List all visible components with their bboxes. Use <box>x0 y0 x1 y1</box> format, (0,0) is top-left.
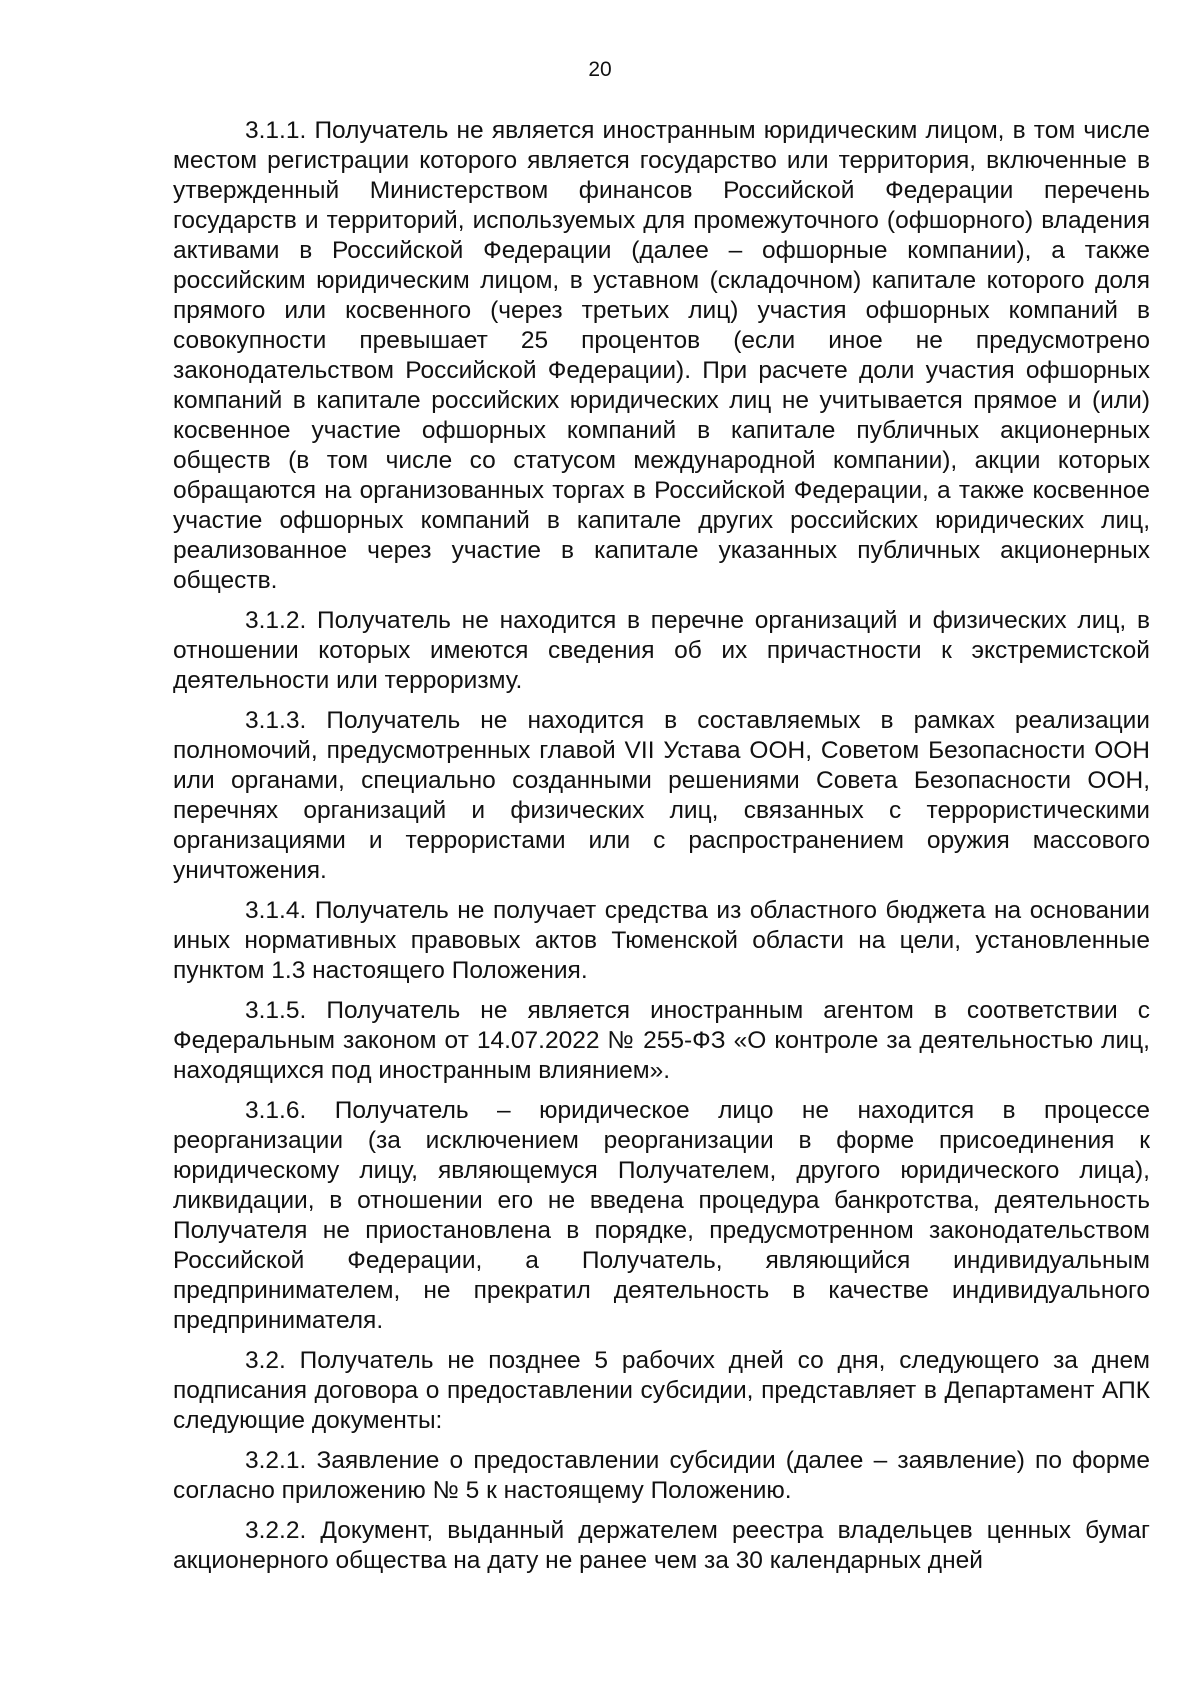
paragraph-3-1-6: 3.1.6. Получатель – юридическое лицо не находится в процессе реорганизации (за исключением реорганизации в форме присоединения к юридическому лицу, являющемуся Получателем, другого юридического лица), ликвидации, в отношении его не введена процедура банкротства, деятельность Получателя не приостановлена в порядке, предусмотренном законодательством Российской Федерации, а Получатель, являющийся индивидуальным предпринимателем, не прекратил деятельность в качестве индивидуального предпринимателя. <box>173 1097 1150 1334</box>
paragraph-3-1-1: 3.1.1. Получатель не является иностранным юридическим лицом, в том числе местом регистрации которого является государство или территория, включенные в утвержденный Министерством финансов Российской Федерации перечень государств и территорий, используемых для промежуточного (офшорного) владения активами в Российской Федерации (далее – офшорные компании), а также российским юридическим лицом, в уставном (складочном) капитале которого доля прямого или косвенного (через третьих лиц) участия офшорных компаний в совокупности превышает 25 процентов (если иное не предусмотрено законодательством Российской Федерации). При расчете доли участия офшорных компаний в капитале российских юридических лиц не учитывается прямое и (или) косвенное участие офшорных компаний в капитале публичных акционерных обществ (в том числе со статусом международной компании), акции которых обращаются на организованных торгах в Российской Федерации, а также косвенное участие офшорных компаний в капитале других российских юридических лиц, реализованное через участие в капитале указанных публичных акционерных обществ. <box>173 117 1150 594</box>
page-number: 20 <box>588 58 612 81</box>
paragraph-3-2: 3.2. Получатель не позднее 5 рабочих дней со дня, следующего за днем подписания договора о предоставлении субсидии, представляет в Департамент АПК следующие документы: <box>173 1347 1150 1434</box>
paragraph-3-2-1: 3.2.1. Заявление о предоставлении субсидии (далее – заявление) по форме согласно приложению № 5 к настоящему Положению. <box>173 1447 1150 1504</box>
paragraph-3-2-2: 3.2.2. Документ, выданный держателем реестра владельцев ценных бумаг акционерного общества на дату не ранее чем за 30 календарных дней <box>173 1517 1150 1574</box>
paragraph-3-1-2: 3.1.2. Получатель не находится в перечне организаций и физических лиц, в отношении которых имеются сведения об их причастности к экстремистской деятельности или терроризму. <box>173 607 1150 694</box>
document-body <box>173 116 1150 1586</box>
paragraph-3-1-3: 3.1.3. Получатель не находится в составляемых в рамках реализации полномочий, предусмотренных главой VII Устава ООН, Советом Безопасности ООН или органами, специально созданными решениями Совета Безопасности ООН, перечнях организаций и физических лиц, связанных с террористическими организациями и террористами или с распространением оружия массового уничтожения. <box>173 707 1150 884</box>
paragraph-3-1-4: 3.1.4. Получатель не получает средства из областного бюджета на основании иных нормативных правовых актов Тюменской области на цели, установленные пунктом 1.3 настоящего Положения. <box>173 897 1150 984</box>
paragraph-3-1-5: 3.1.5. Получатель не является иностранным агентом в соответствии с Федеральным законом от 14.07.2022 № 255-ФЗ «О контроле за деятельностью лиц, находящихся под иностранным влиянием». <box>173 997 1150 1084</box>
